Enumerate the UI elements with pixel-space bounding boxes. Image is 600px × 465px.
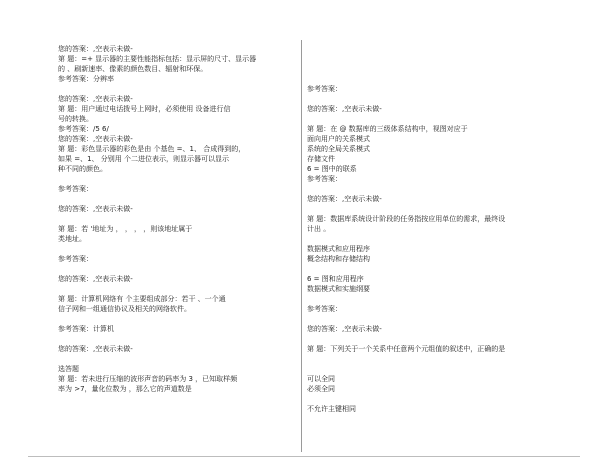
left-text-line: 选答题 xyxy=(58,365,79,373)
bottom-rule xyxy=(28,456,580,457)
right-text-line: 系统的全局关系模式 xyxy=(307,145,370,153)
right-text-line: 数据模式和实施纲要 xyxy=(307,285,370,293)
left-text-line: 种不同的颜色。 xyxy=(58,165,107,173)
right-text-line: 数据模式和应用程序 xyxy=(307,245,370,253)
right-text-line: 第 题：数据库系统设计阶段的任务指按应用单位的需求，最终设 xyxy=(307,215,506,223)
right-spacer xyxy=(307,44,547,54)
left-text-line: 您的答案：,空表示未做- xyxy=(58,45,133,53)
left-text-line: 参考答案：/5 6/ xyxy=(58,125,109,133)
right-spacer xyxy=(307,184,547,194)
left-text-line: 参考答案：分辨率 xyxy=(58,75,114,83)
left-text-line: 第 题：彩色显示器的彩色是由 个基色 =、1、 合成得到的， xyxy=(58,145,246,153)
left-text-line: 参考答案： xyxy=(58,255,93,263)
left-text-line: 第 题：计算机网络有 个主要组成部分：若干 、一个通 xyxy=(58,295,226,303)
right-text-line: 必须全同 xyxy=(307,385,335,393)
right-spacer xyxy=(307,394,547,404)
right-text-line: 概念结构和存储结构 xyxy=(307,255,370,263)
left-text-line: 如果 =、1、 分别用 个二进位表示，则显示器可以显示 xyxy=(58,155,229,163)
left-text-line: 第 题：若未进行压缩的波形声音的码率为 3 ，已知取样频 xyxy=(58,375,238,383)
left-spacer xyxy=(58,214,300,224)
right-spacer xyxy=(307,294,547,304)
right-text-line: 您的答案：,空表示未做- xyxy=(307,325,382,333)
left-spacer xyxy=(58,314,300,324)
right-text-line: 不允许主键相同 xyxy=(307,405,356,413)
left-text-line: 的 、刷新速率、像素的颜色数目、辐射和环保。 xyxy=(58,65,208,73)
right-text-line: 计出 。 xyxy=(307,225,331,233)
left-text-line: 第 题：=+ 显示器的主要性能指标包括：显示屏的尺寸、显示器 xyxy=(58,55,257,63)
column-divider xyxy=(301,40,302,452)
right-spacer xyxy=(307,204,547,214)
left-text-line: 号的转换。 xyxy=(58,115,93,123)
left-text-line: 您的答案：,空表示未做- xyxy=(58,275,133,283)
left-text-line: 您的答案：,空表示未做- xyxy=(58,135,133,143)
right-spacer xyxy=(307,114,547,124)
left-spacer xyxy=(58,264,300,274)
right-spacer xyxy=(307,234,547,244)
right-text-line: 参考答案： xyxy=(307,305,342,313)
right-text-line: 存储文件 xyxy=(307,155,335,163)
right-spacer xyxy=(307,64,547,74)
right-column xyxy=(307,44,547,414)
left-column xyxy=(58,44,300,394)
right-spacer xyxy=(307,364,547,374)
right-spacer xyxy=(307,54,547,64)
left-text-line: 类地址。 xyxy=(58,235,86,243)
right-text-line: 可以全同 xyxy=(307,375,335,383)
right-text-line: 第 题：下列关于一个关系中任意两个元组值的叙述中，正确的是 xyxy=(307,345,506,353)
right-text-line: 面向用户的关系模式 xyxy=(307,135,370,143)
left-text-line: 您的答案：,空表示未做- xyxy=(58,205,133,213)
left-text-line: 第 题：若 '地址为 ， ， ， ，则该地址属于 xyxy=(58,225,193,233)
left-text-line: 您的答案：,空表示未做- xyxy=(58,345,133,353)
left-spacer xyxy=(58,84,300,94)
right-text-line: 参考答案： xyxy=(307,85,342,93)
left-spacer xyxy=(58,244,300,254)
left-spacer xyxy=(58,334,300,344)
left-spacer xyxy=(58,354,300,364)
left-spacer xyxy=(58,194,300,204)
right-spacer xyxy=(307,334,547,344)
left-spacer xyxy=(58,174,300,184)
left-text-line: 您的答案：,空表示未做- xyxy=(58,95,133,103)
right-text-line: 您的答案：,空表示未做- xyxy=(307,105,382,113)
right-text-line: 6 = 图中的联系 xyxy=(307,165,357,173)
left-text-line: 参考答案：计算机 xyxy=(58,325,114,333)
right-text-line: 参考答案： xyxy=(307,175,342,183)
right-spacer xyxy=(307,314,547,324)
right-text-line: 您的答案：,空表示未做- xyxy=(307,195,382,203)
right-spacer xyxy=(307,94,547,104)
right-spacer xyxy=(307,264,547,274)
left-spacer xyxy=(58,284,300,294)
left-text-line: 参考答案： xyxy=(58,185,93,193)
right-text-line: 6 = 图和应用程序 xyxy=(307,275,364,283)
right-spacer xyxy=(307,74,547,84)
right-text-line: 第 题：在 @ 数据库的三级体系结构中，视图对应于 xyxy=(307,125,468,133)
left-text-line: 信子网和一组通信协议及相关的网络软件。 xyxy=(58,305,191,313)
left-text-line: 率为 >7，量化位数为 ，那么它的声道数是 xyxy=(58,385,192,393)
right-spacer xyxy=(307,354,547,364)
left-text-line: 第 题：用户通过电话拨号上网时，必须使用 设备进行信 xyxy=(58,105,231,113)
